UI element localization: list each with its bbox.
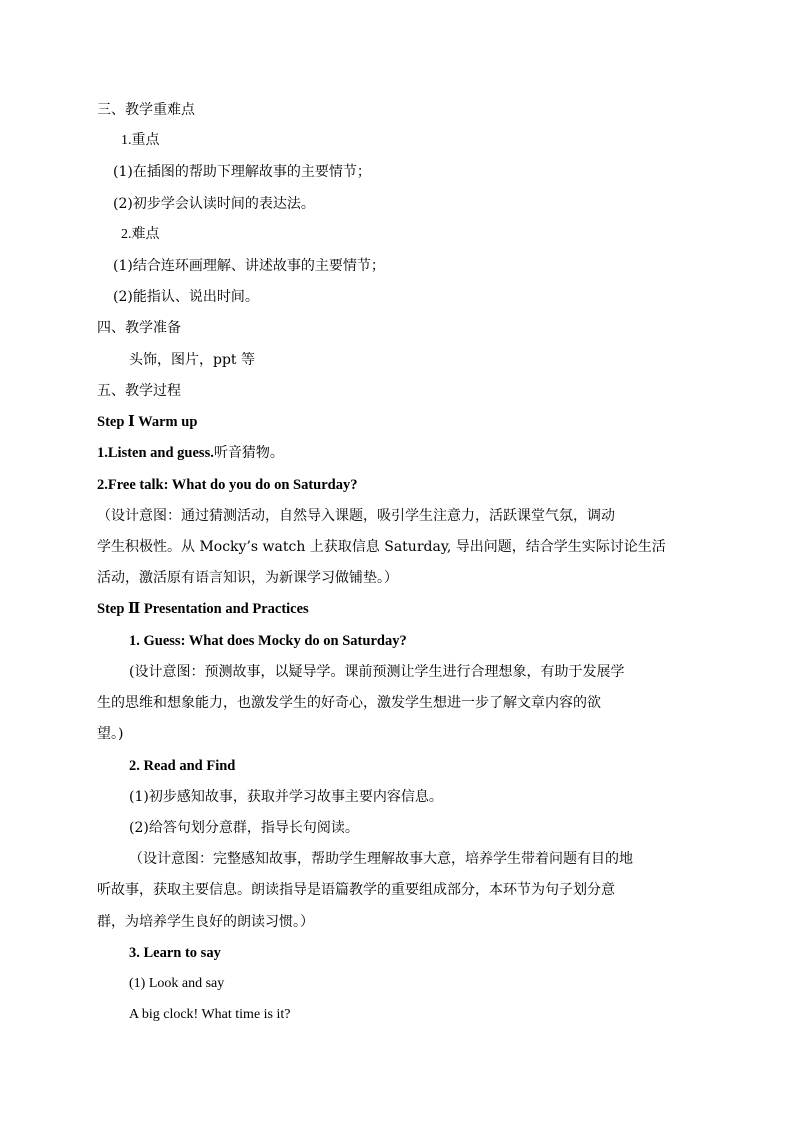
activity-title: 1.Listen and guess. xyxy=(97,445,214,461)
section-heading-difficulties: 三、教学重难点 xyxy=(97,102,195,118)
activity-read-find: 2. Read and Find xyxy=(129,758,236,774)
list-item: (2)能指认、说出时间。 xyxy=(113,289,259,305)
design-intent-paragraph-line: （设计意图：通过猜测活动，自然导入课题，吸引学生注意力，活跃课堂气氛，调动 xyxy=(97,508,615,524)
design-intent-paragraph-line: （设计意图：完整感知故事，帮助学生理解故事大意，培养学生带着问题有目的地 xyxy=(129,851,633,867)
list-item: (1)初步感知故事，获取并学习故事主要内容信息。 xyxy=(129,789,443,805)
list-item: (1)在插图的帮助下理解故事的主要情节； xyxy=(113,164,371,180)
example-sentence: A big clock! What time is it? xyxy=(129,1007,291,1022)
list-item: (2)初步学会认读时间的表达法。 xyxy=(113,196,315,212)
design-intent-paragraph-line: 望。) xyxy=(97,726,124,742)
step-2-heading: Step Ⅱ Presentation and Practices xyxy=(97,601,309,617)
list-item: (1) Look and say xyxy=(129,976,225,991)
subheading-key-points: 1.重点 xyxy=(121,133,160,148)
activity-listen-guess xyxy=(97,443,284,463)
preparation-items: 头饰，图片，ppt 等 xyxy=(129,352,255,368)
design-intent-paragraph-line: 活动，激活原有语言知识，为新课学习做铺垫。） xyxy=(97,570,398,586)
design-intent-paragraph-line: 听故事，获取主要信息。朗读指导是语篇教学的重要组成部分，本环节为句子划分意 xyxy=(97,882,615,898)
subheading-difficult-points: 2.难点 xyxy=(121,227,160,242)
design-intent-paragraph-line: 学生积极性。从 Mocky’s watch 上获取信息 Saturday, 导出问题，结合学生实际讨论生活 xyxy=(97,539,666,555)
section-heading-preparation: 四、教学准备 xyxy=(97,320,181,336)
section-heading-process: 五、教学过程 xyxy=(97,383,181,399)
activity-learn-to-say: 3. Learn to say xyxy=(129,945,221,961)
step-1-heading: Step Ⅰ Warm up xyxy=(97,414,198,430)
activity-description: 听音猜物。 xyxy=(213,445,284,461)
activity-free-talk: 2.Free talk: What do you do on Saturday? xyxy=(97,477,358,493)
design-intent-paragraph-line: 群，为培养学生良好的朗读习惯。） xyxy=(97,914,314,930)
list-item: (2)给答句划分意群，指导长句阅读。 xyxy=(129,820,359,836)
design-intent-paragraph-line: 生的思维和想象能力，也激发学生的好奇心，激发学生想进一步了解文章内容的欲 xyxy=(97,695,601,711)
list-item: (1)结合连环画理解、讲述故事的主要情节； xyxy=(113,258,385,274)
design-intent-paragraph-line: (设计意图：预测故事，以疑导学。课前预测让学生进行合理想象，有助于发展学 xyxy=(129,664,625,680)
activity-guess: 1. Guess: What does Mocky do on Saturday? xyxy=(129,633,407,649)
